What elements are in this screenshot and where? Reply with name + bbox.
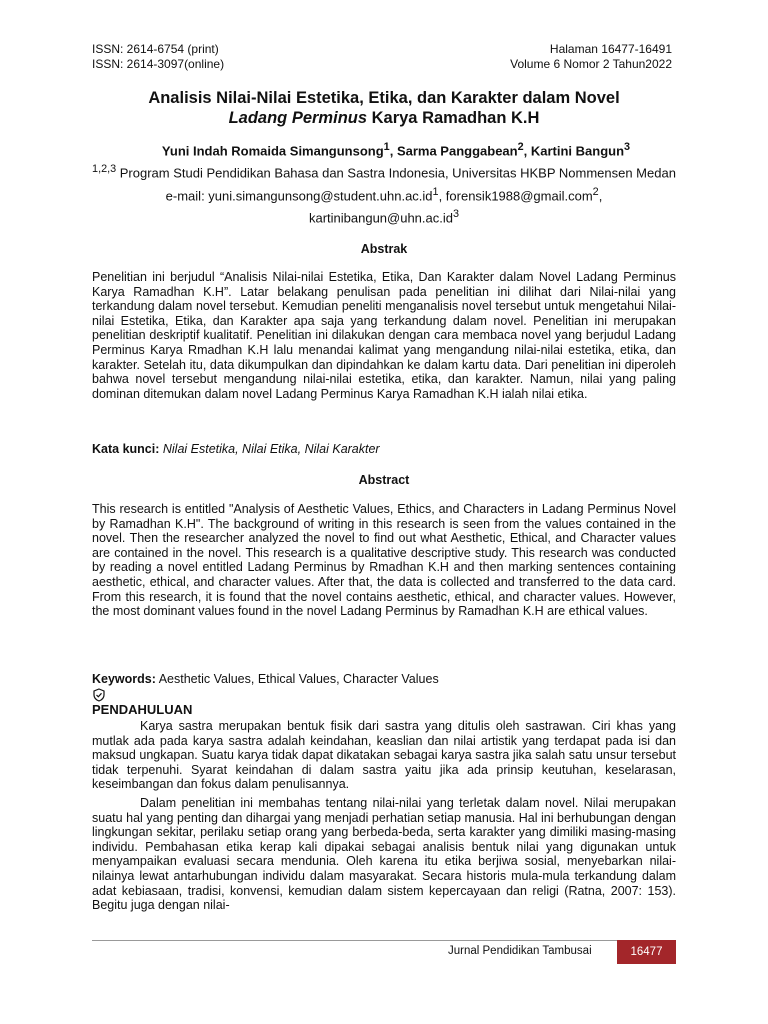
author-3: Kartini Bangun xyxy=(530,143,625,159)
intro-paragraph-2: Dalam penelitian ini membahas tentang nilai-nilai yang terletak dalam novel. Nilai merupakan suatu hal yang penting dan dihargai yang menjadi perhatian setiap manusia. Hal ini berhubungan dengan lingkungan sekitar, perilaku setiap orang yang berbeda-beda, serta karakter yang dimiliki masing-masing individu. Pembahasan etika kerap kali dipakai sebagai analisis bentuk nilai yang digunakan untuk menyampaikan evaluasi secara mendunia. Oleh karena itu etika berjiwa sosial, menyebarkan nilai-nilainya lewat antarhubungan individu dalam masyarakat. Secara historis mula-mula terkandung dalam adat kebiasaan, tradisi, konvensi, kemudian dalam sistem kepercayaan dan religi (Ratna, 2007: 153). Begitu juga dengan nilai- xyxy=(92,796,676,913)
kata-kunci-label: Kata kunci: xyxy=(92,442,160,456)
keywords-label: Keywords: xyxy=(92,672,156,686)
volume-block xyxy=(510,42,672,72)
affiliation-sup: 1,2,3 xyxy=(92,163,117,176)
abstrak-text: Penelitian ini berjudul “Analisis Nilai-nilai Estetika, Etika, Dan Karakter dalam Novel Ladang Perminus Karya Ramadhan K.H”. Latar belakang penulisan pada penelitian ini dilihat dari Nilai-nilai yang terkandung dalam novel tersebut. Kemudian peneliti menganalisis novel tersebut untuk mengetahui Nilai-nilai Estetika, Etika, dan Karakter apa saja yang terkandung dalam novel. Penelitian ini merupakan penelitian deskriptif kualitatif. Penelitian ini dilakukan dengan cara membaca novel yang berjudul Ladang Perminus Karya Rmadhan K.H lalu menandai kalimat yang mengandung nilai-nilai estetika, etika, dan karakter. Setelah itu, data dikumpulkan dan dipindahkan ke dalam kartu data. Dari penelitian ini diperoleh bahwa novel tersebut mengandung nilai-nilai estetika, etika, dan karakter. Namun, nilai yang paling dominan ditemukan dalam novel Ladang Perminus Karya Ramadhan K.H ialah nilai etika. xyxy=(92,270,676,401)
issn-print: ISSN: 2614-6754 (print) xyxy=(92,42,219,56)
shield-check-icon xyxy=(92,688,106,702)
author-2-sup: 2 xyxy=(517,141,524,153)
abstract-heading: Abstract xyxy=(358,473,410,487)
footer-journal-name: Jurnal Pendidikan Tambusai xyxy=(448,945,592,957)
email-2-sup: 2 xyxy=(592,185,599,198)
page-range: Halaman 16477-16491 xyxy=(549,42,672,56)
issn-block xyxy=(92,42,224,72)
intro-paragraph-1: Karya sastra merupakan bentuk fisik dari sastra yang ditulis oleh sastrawan. Ciri khas yang mutlak ada pada karya sastra adalah keindahan, keaslian dan nilai artistik yang terdapat pada isi dan maksud ungkapan. Suatu karya tidak dapat dikatakan sebagai karya sastra jika salah satu unsur tersebut tidak terpenuhi. Syarat keindahan di dalam sastra yaitu jika ada prinsip keutuhan, keselarasan, keseimbangan dan fokus dalam penulisannya. xyxy=(92,719,676,792)
affiliation xyxy=(80,160,688,182)
kata-kunci-values: Nilai Estetika, Nilai Etika, Nilai Karakter xyxy=(159,442,380,456)
paper-title xyxy=(80,88,688,128)
email-label: e-mail: xyxy=(165,187,209,203)
author-1-sup: 1 xyxy=(383,141,390,153)
author-3-sup: 3 xyxy=(624,141,631,153)
email-1[interactable]: yuni.simangunsong@student.uhn.ac.id xyxy=(208,187,433,203)
email-1-sup: 1 xyxy=(432,185,439,198)
author-names: Yuni Indah Romaida Simangunsong$^1$, Sarma Panggabean$^2$, Kartini Bangun$^3$ xyxy=(161,141,631,159)
affiliation-text: Program Studi Pendidikan Bahasa dan Sastra Indonesia, Universitas HKBP Nommensen Medan xyxy=(116,165,676,181)
abstract-text: This research is entitled "Analysis of Aesthetic Values, Ethics, and Characters in Ladang Perminus Novel by Ramadhan K.H". The background of writing in this research is seen from the values contained in the novel. Then the researcher analyzed the novel to find out what Aesthetic, Ethical, and Character values are contained in the novel. This research is a qualitative descriptive study. This research was conducted by reading a novel entitled Ladang Perminus by Rmadhan K.H and then marking sentences containing aesthetic, ethical, and character values. After that, the data is collected and transferred to the data card. From this research, it is found that the novel contains aesthetic, ethical, and character values. However, the most dominant values found in the novel Ladang Perminus by Ramadhan K.H are ethical values. xyxy=(92,502,676,619)
keywords-values: Aesthetic Values, Ethical Values, Character Values xyxy=(155,672,439,686)
author-block xyxy=(80,138,688,227)
issn-online: ISSN: 2614-3097(online) xyxy=(92,57,225,71)
email-3-sup: 3 xyxy=(452,207,460,220)
abstrak-heading: Abstrak xyxy=(360,242,408,256)
title-novel-name: Ladang Perminus xyxy=(228,109,368,127)
email-line: e-mail: $yuni.simangunsong@student.uhn.ac.id^1$, forensik1988@gmail.com$^2$, xyxy=(165,185,603,203)
title-line-1: Analisis Nilai-Nilai Estetika, Etika, dan Karakter dalam Novel xyxy=(148,89,620,107)
kata-kunci xyxy=(92,442,676,456)
title-line-2-rest: Karya Ramadhan K.H xyxy=(367,109,540,127)
pendahuluan-heading: PENDAHULUAN xyxy=(92,702,193,717)
footer-page-number: 16477 xyxy=(617,940,676,964)
email-2[interactable]: forensik1988@gmail.com xyxy=(445,187,593,203)
volume-info: Volume 6 Nomor 2 Tahun2022 xyxy=(510,57,672,71)
keywords xyxy=(92,672,676,686)
footer-divider xyxy=(92,940,676,941)
email-line-2 xyxy=(80,205,688,227)
email-3[interactable]: kartinibangun@uhn.ac.id xyxy=(308,210,453,226)
author-2: Sarma Panggabean xyxy=(396,143,518,159)
title-line-2 xyxy=(80,108,688,128)
author-1: Yuni Indah Romaida Simangunsong xyxy=(161,143,384,159)
